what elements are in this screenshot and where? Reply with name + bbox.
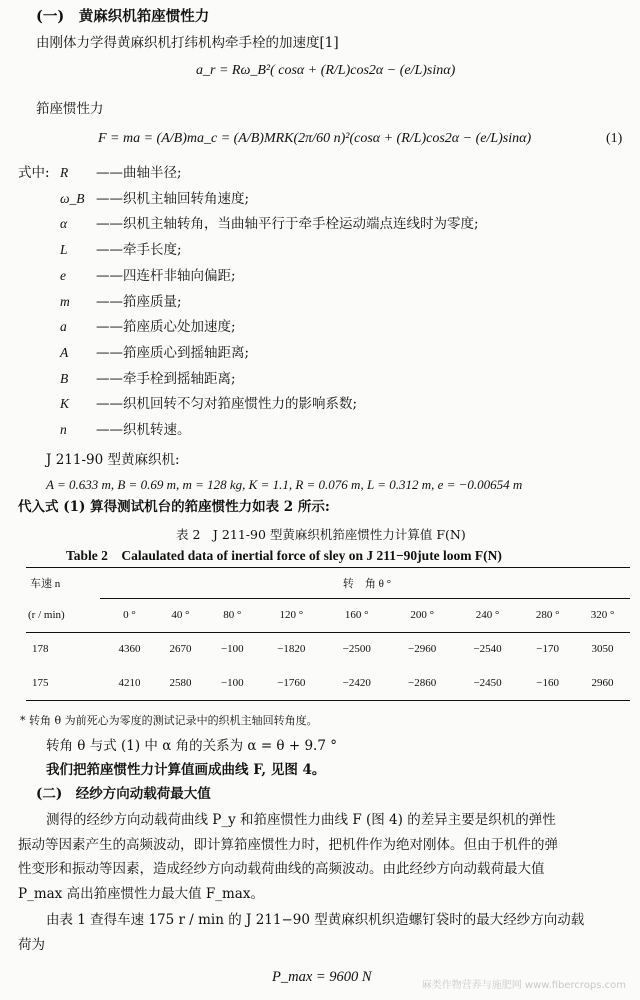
definition-text: ——织机主轴回转角速度; <box>96 190 250 207</box>
force-value-cell: −2960 <box>408 643 437 655</box>
force-value-cell: −1820 <box>277 643 306 655</box>
equation-acceleration: a_r = Rω_B²( cosα + (R/L)cos2α − (e/L)sinα) <box>196 63 456 78</box>
definition-symbol: B <box>60 370 69 386</box>
parameter-values: A = 0.633 m, B = 0.69 m, m = 128 kg, K = 1.1, R = 0.076 m, L = 0.312 m, e = −0.00654 m <box>46 477 523 492</box>
force-value-cell: 4360 <box>118 643 141 655</box>
definition-item <box>60 395 357 413</box>
definition-text: ——牵手长度; <box>96 242 182 259</box>
definition-item <box>60 190 249 208</box>
definition-item <box>60 215 479 233</box>
paragraph-line: 由表 1 查得车速 175 r / min 的 J 211−90 型黄麻织机织造螺钉袋时的最大经纱方向动载 <box>46 912 585 928</box>
definition-text: ——牵手栓到摇轴距离; <box>96 370 236 387</box>
equation-sley-force: F = ma = (A/B)ma_c = (A/B)MRK(2π/60 n)²(cosα + (R/L)cos2α − (e/L)sinα) <box>98 131 532 146</box>
force-value-cell: 2670 <box>169 643 192 655</box>
section-heading-1: (一) 黄麻织机筘座惯性力 <box>36 8 210 25</box>
angle-cell: 0 ° <box>123 609 136 621</box>
definition-symbol: L <box>60 242 68 258</box>
force-value-cell: −100 <box>220 677 244 689</box>
definition-item <box>60 267 236 285</box>
definition-symbol: K <box>60 396 70 412</box>
definition-text: ——织机主轴转角，当曲轴平行于牵手栓运动端点连线时为零度; <box>96 216 479 233</box>
angle-cell: 40 ° <box>171 609 190 621</box>
definition-symbol: m <box>60 293 70 309</box>
watermark: 麻类作物营养与施肥网 www.fibercrops.com <box>421 980 626 991</box>
paragraph-line: P_max 高出筘座惯性力最大值 F_max。 <box>18 885 264 902</box>
definition-symbol: α <box>60 216 68 232</box>
definition-text: ——曲轴半径; <box>96 165 182 181</box>
angle-header: 转 角 θ ° <box>342 577 392 590</box>
force-value-cell: −100 <box>220 643 244 655</box>
force-value-cell: 2580 <box>169 677 192 689</box>
angle-relation: 转角 θ 与式 (1) 中 α 角的关系为 α = θ + 9.7 ° <box>46 738 337 754</box>
speed-cell: 178 <box>32 643 49 655</box>
sley-force-table <box>26 567 630 700</box>
definition-item <box>60 421 191 439</box>
definition-text: ——筘座质量; <box>96 293 182 310</box>
definition-symbol: ω_B <box>60 190 85 206</box>
final-equation: P_max = 9600 N <box>272 969 372 985</box>
force-value-cell: −2860 <box>408 677 437 689</box>
force-value-cell: −160 <box>536 677 560 689</box>
definition-item <box>60 370 236 388</box>
table-caption-cn: 表 2 J 211-90 型黄麻织机筘座惯性力计算值 F(N) <box>176 527 466 542</box>
equation-number: (1) <box>606 131 623 146</box>
force-value-cell: −170 <box>536 643 560 655</box>
angle-cell: 120 ° <box>279 609 304 621</box>
definition-item <box>60 318 236 336</box>
speed-header: 车速 n <box>30 577 61 590</box>
sley-inertia-heading: 筘座惯性力 <box>36 101 104 117</box>
definition-symbol: n <box>60 422 67 437</box>
definition-text: ——织机回转不匀对筘座惯性力的影响系数; <box>96 396 358 413</box>
angle-cell: 320 ° <box>590 609 615 621</box>
table-note: * 转角 θ 为前死心为零度的测试记录中的织机主轴回转角度。 <box>20 714 318 727</box>
where-label: 式中: <box>18 165 50 181</box>
definition-text: ——四连杆非轴向偏距; <box>96 267 236 284</box>
definition-symbol: e <box>60 267 66 283</box>
paragraph-line: 振动等因素产生的高频波动，即计算筘座惯性力时，把机件作为绝对刚体。但由于机件的弹 <box>18 836 558 853</box>
force-value-cell: 4210 <box>118 677 141 689</box>
angle-cell: 80 ° <box>223 609 242 621</box>
force-value-cell: −2500 <box>342 643 371 655</box>
force-value-cell: −1760 <box>277 677 306 689</box>
definition-text: ——织机转速。 <box>96 422 191 438</box>
substitution-line: 代入式 (1) 算得测试机台的筘座惯性力如表 2 所示: <box>18 499 330 515</box>
definition-item <box>60 241 182 259</box>
paragraph-line: 测得的经纱方向动载荷曲线 P_y 和筘座惯性力曲线 F (图 4) 的差异主要是织机的弹性 <box>46 812 556 828</box>
table-bottom-rule <box>26 700 630 701</box>
section-heading-2: (二) 经纱方向动载荷最大值 <box>36 786 211 802</box>
force-value-cell: 3050 <box>591 643 614 655</box>
intro-line: 由刚体力学得黄麻织机打纬机构牵手栓的加速度[1] <box>36 35 339 51</box>
definition-item <box>60 164 182 182</box>
definition-text: ——筘座质心到摇轴距离; <box>96 344 250 361</box>
definition-symbol: A <box>60 344 69 360</box>
definition-item <box>60 344 249 362</box>
loom-model-line: J 211-90 型黄麻织机: <box>46 452 180 468</box>
angle-cell: 280 ° <box>535 609 560 621</box>
force-value-cell: 2960 <box>591 677 614 689</box>
speed-cell: 175 <box>32 677 49 689</box>
definition-text: ——筘座质心处加速度; <box>96 319 236 336</box>
angle-cell: 240 ° <box>475 609 500 621</box>
angle-cell: 160 ° <box>344 609 369 621</box>
speed-unit: (r / min) <box>28 609 65 621</box>
definition-symbol: R <box>60 165 69 180</box>
definition-symbol: a <box>60 319 67 335</box>
force-value-cell: −2450 <box>473 677 502 689</box>
definition-item <box>60 293 182 311</box>
table-caption-en: Table 2 Calaulated data of inertial force of sley on J 211−90jute loom F(N) <box>66 548 502 563</box>
angle-cell: 200 ° <box>410 609 434 621</box>
paragraph-line: 荷为 <box>18 937 45 953</box>
force-value-cell: −2540 <box>473 643 502 655</box>
force-value-cell: −2420 <box>342 677 371 689</box>
curve-line: 我们把筘座惯性力计算值画成曲线 F, 见图 4。 <box>46 762 326 778</box>
paragraph-line: 性变形和振动等因素，造成经纱方向动载荷曲线的高频波动。由此经纱方向动载荷最大值 <box>18 861 545 877</box>
